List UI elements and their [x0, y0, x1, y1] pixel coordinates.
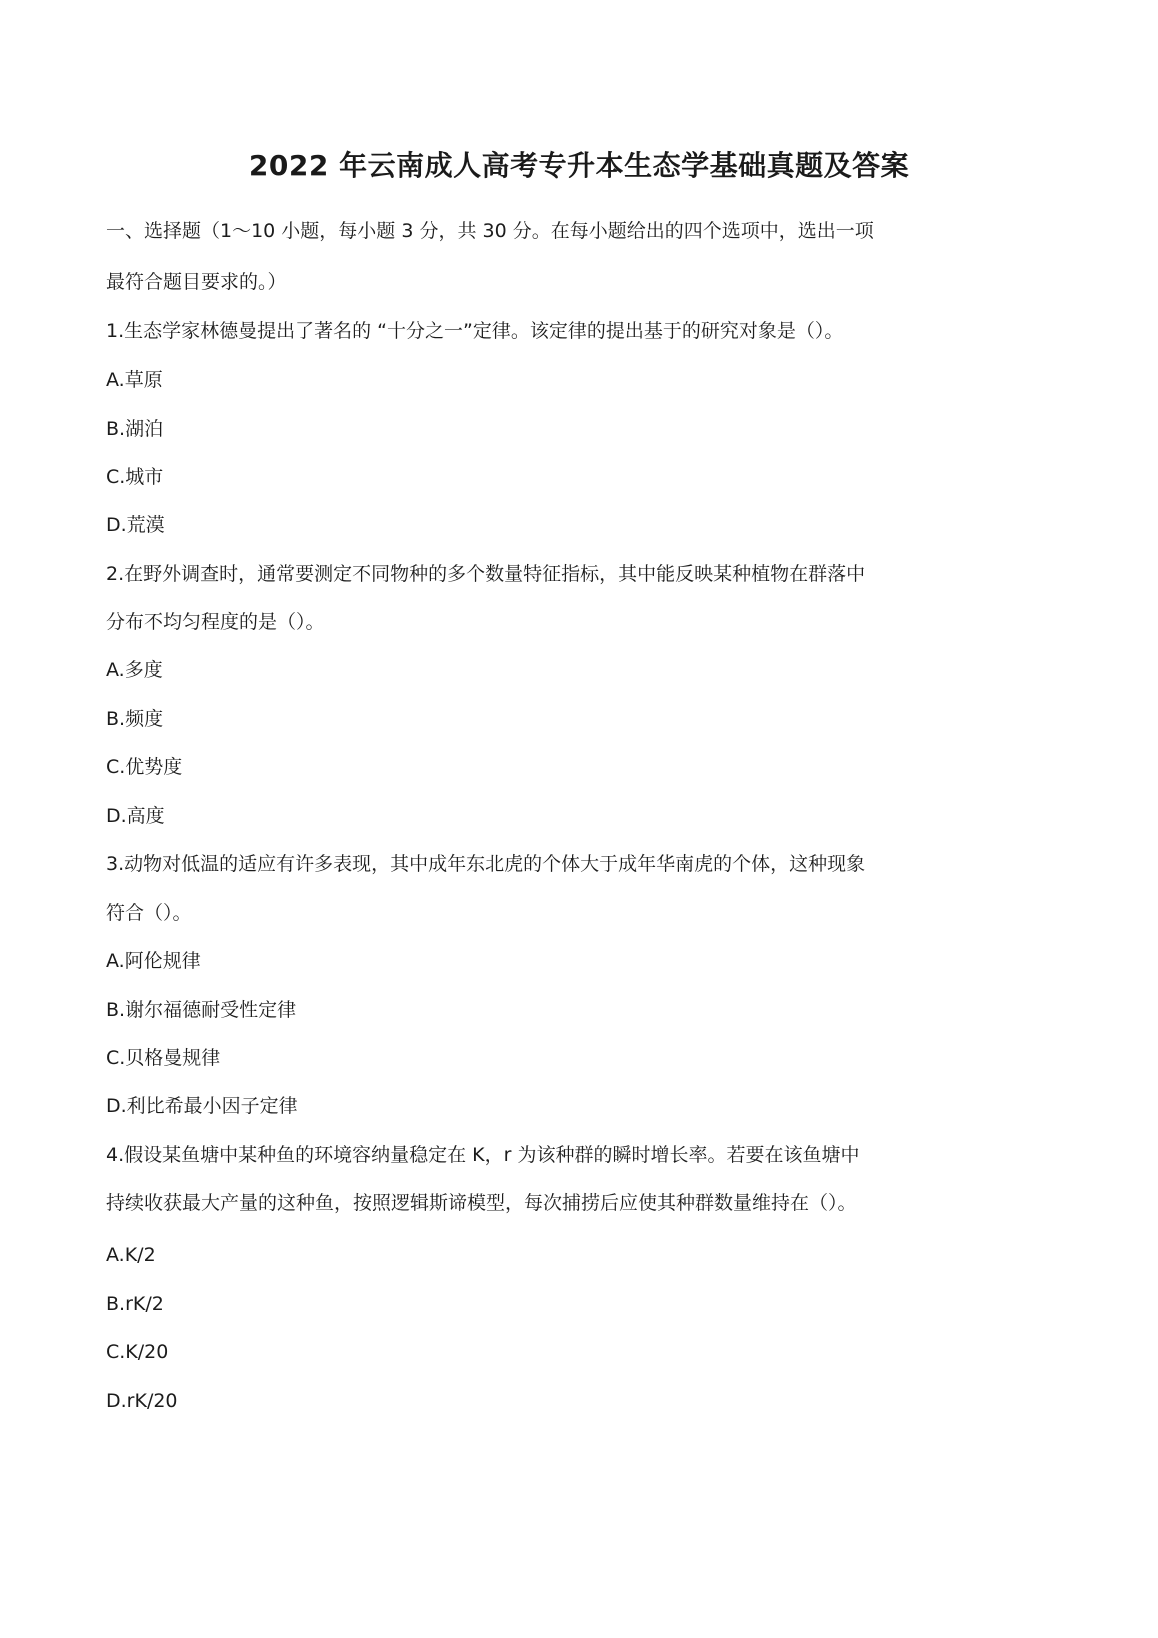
question-4-option-b: B.rK/2 — [106, 1293, 164, 1315]
question-4-stem-line-2: 持续收获最大产量的这种鱼，按照逻辑斯谛模型，每次捕捞后应使其种群数量维持在（）。 — [106, 1192, 857, 1214]
section-heading-line-1: 一、选择题（1〜10 小题，每小题 3 分，共 30 分。在每小题给出的四个选项中，选出一项 — [106, 220, 874, 242]
question-3-option-a: A.阿伦规律 — [106, 950, 201, 972]
question-3-option-b: B.谢尔福德耐受性定律 — [106, 999, 297, 1021]
question-2-option-b: B.频度 — [106, 708, 164, 730]
question-4-stem-line-1: 4.假设某鱼塘中某种鱼的环境容纳量稳定在 K，r 为该种群的瞬时增长率。若要在该鱼塘中 — [106, 1144, 860, 1166]
question-1-option-a: A.草原 — [106, 369, 163, 391]
question-2-option-c: C.优势度 — [106, 756, 183, 778]
document-title: 2022 年云南成人高考专升本生态学基础真题及答案 — [248, 149, 910, 182]
section-heading-line-2: 最符合题目要求的。） — [106, 271, 287, 293]
question-1-option-c: C.城市 — [106, 466, 164, 488]
question-1-option-b: B.湖泊 — [106, 418, 164, 440]
question-1-option-d: D.荒漠 — [106, 514, 165, 536]
question-4-option-d: D.rK/20 — [106, 1390, 178, 1412]
question-3-stem-line-1: 3.动物对低温的适应有许多表现，其中成年东北虎的个体大于成年华南虎的个体，这种现象 — [106, 853, 866, 875]
question-1-stem: 1.生态学家林德曼提出了著名的 “十分之一”定律。该定律的提出基于的研究对象是（）。 — [106, 320, 844, 342]
question-3-option-d: D.利比希最小因子定律 — [106, 1095, 298, 1117]
question-4-option-c: C.K/20 — [106, 1341, 169, 1363]
question-2-stem-line-1: 2.在野外调查时，通常要测定不同物种的多个数量特征指标，其中能反映某种植物在群落中 — [106, 563, 866, 585]
question-2-option-d: D.高度 — [106, 805, 165, 827]
question-3-option-c: C.贝格曼规律 — [106, 1047, 221, 1069]
question-4-option-a: A.K/2 — [106, 1244, 156, 1266]
question-3-stem-line-2: 符合（）。 — [106, 902, 192, 924]
question-2-option-a: A.多度 — [106, 659, 163, 681]
question-2-stem-line-2: 分布不均匀程度的是（）。 — [106, 611, 325, 633]
